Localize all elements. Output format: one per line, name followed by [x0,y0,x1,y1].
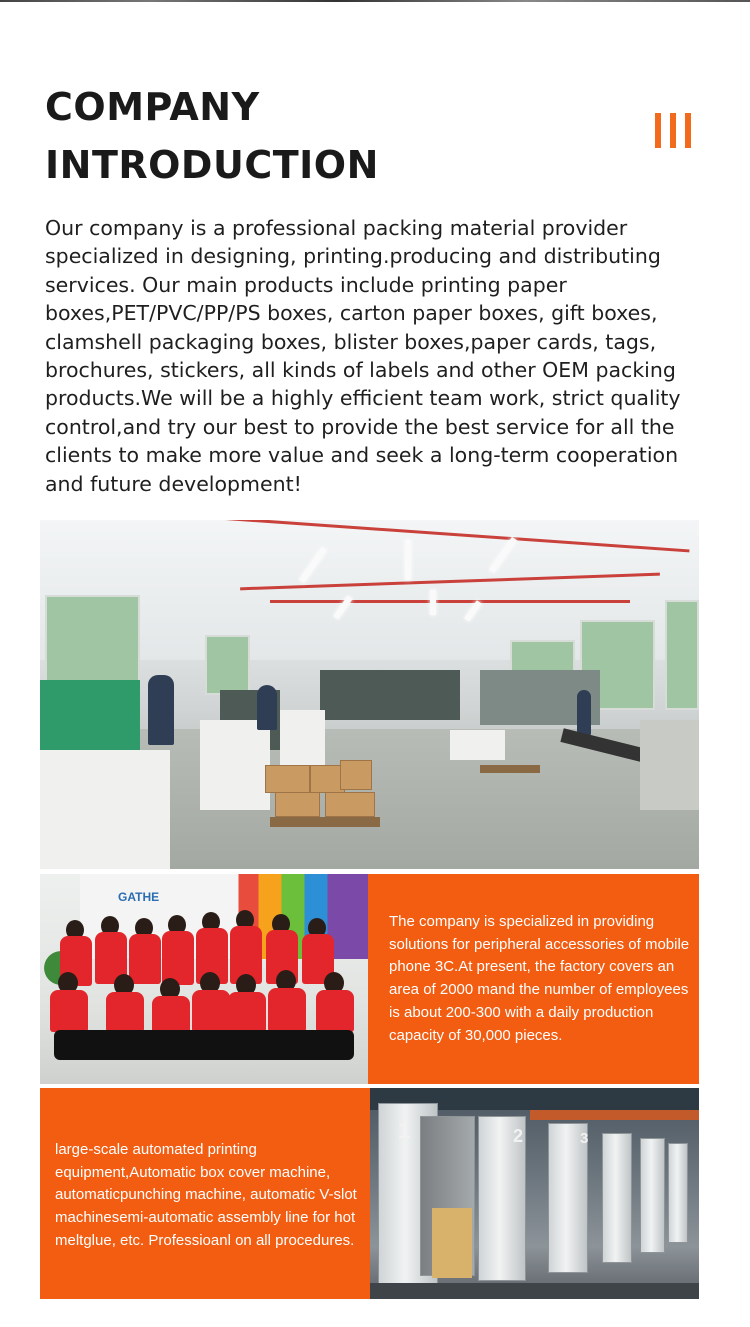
equipment-info-text: large-scale automated printing equipment,Automatic box cover machine, automaticpunching machine, automatic V-slot machinesemi-automatic assembly line for hot meltglue, etc. Professioanl on all procedures. [55,1141,357,1249]
company-logo: GATHE [118,890,160,904]
printing-press-photo [370,1088,699,1299]
team-photo [40,874,368,1084]
press-number-3: 3 [580,1130,589,1147]
title-line-2: INTRODUCTION [45,143,379,187]
title-line-1: COMPANY [45,85,260,129]
team-info-text: The company is specialized in providing solutions for peripheral accessories of mobile phone 3C.At present, the factory covers an area of 2000 mand the number of employees is about 200-300 with a daily production capacity of 30,000 pieces. [389,913,690,1044]
page-title [45,78,605,194]
team-info-panel [368,874,699,1084]
press-number-2: 2 [513,1126,524,1146]
triple-bar-icon [655,113,691,148]
factory-floor-photo [40,520,699,869]
top-divider [0,0,750,2]
press-number-1: 1 [398,1118,411,1143]
intro-paragraph: Our company is a professional packing material provider specialized in designing, printing.producing and distributing services. Our main products include printing paper boxes,PET/PVC/PP/PS boxes, carton paper boxes, gift boxes, clamshell packaging boxes, blister boxes,paper cards, tags, brochures, stickers, all kinds of labels and other OEM packing products.We will be a highly efficient team work, strict quality control,and try our best to provide the best service for all the clients to make more value and seek a long-term cooperation and future development! [45,216,681,496]
equipment-info-panel [40,1088,370,1299]
